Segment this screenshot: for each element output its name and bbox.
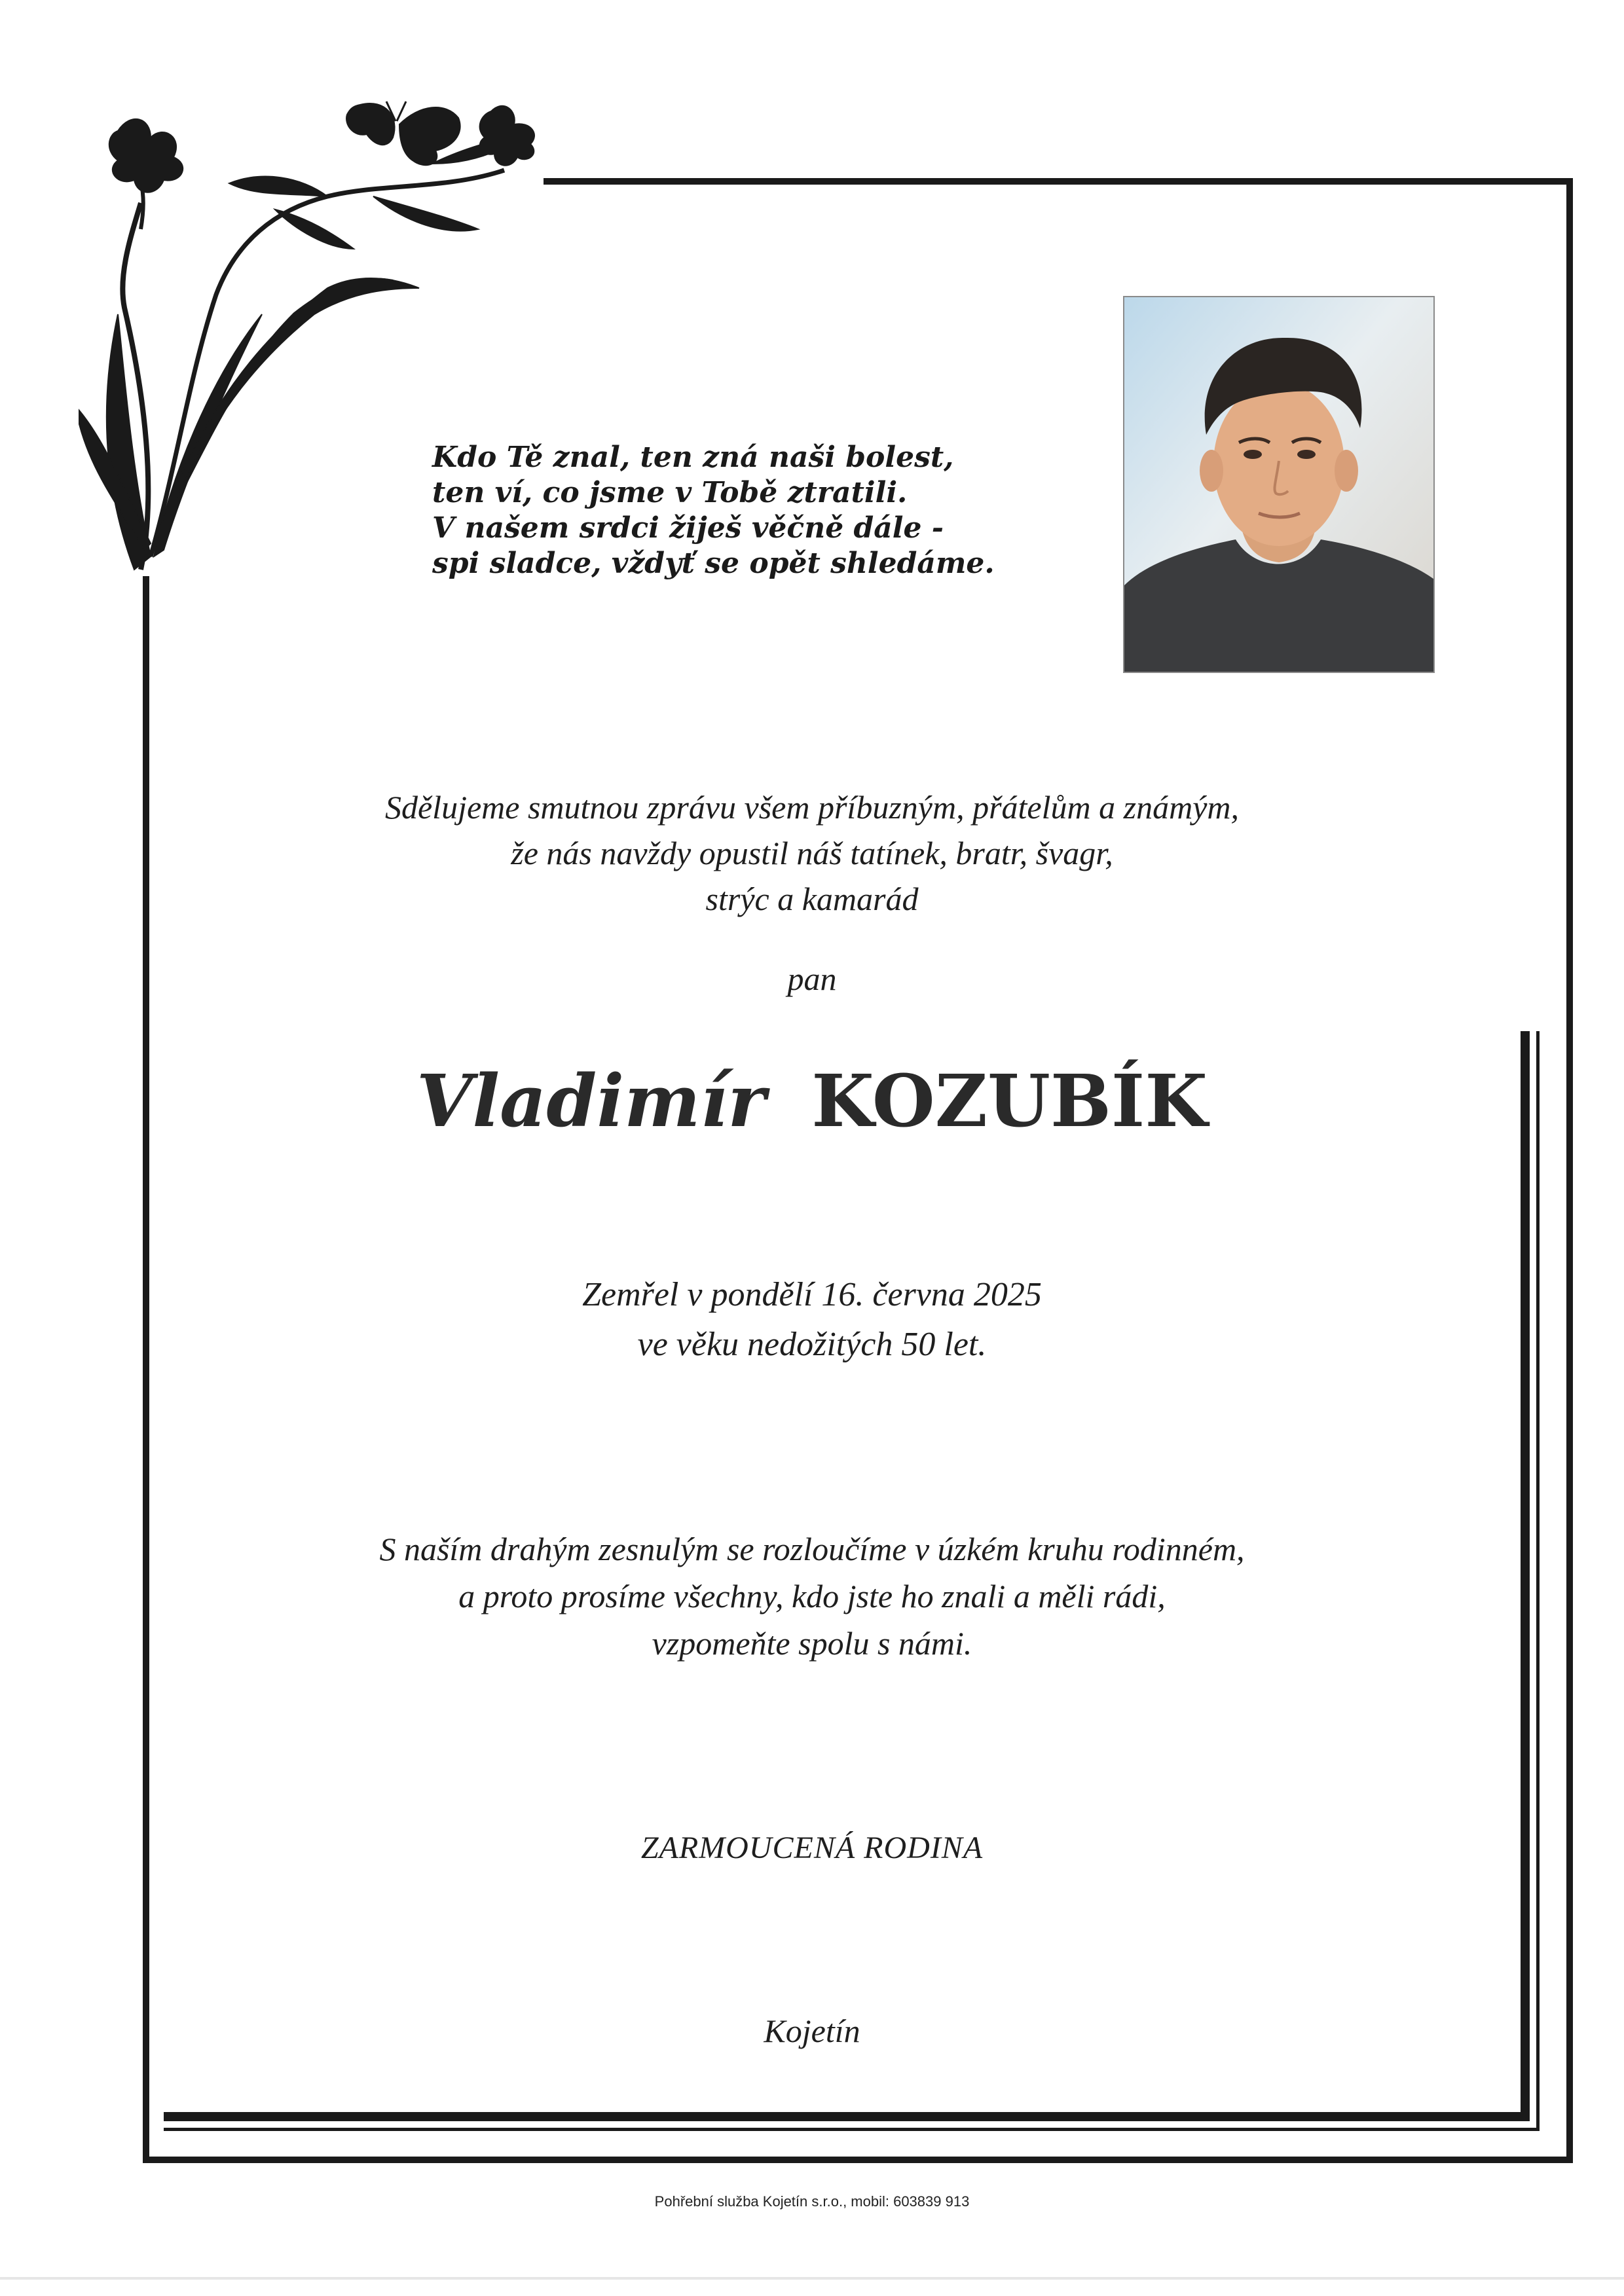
announcement-line-2: že nás navždy opustil náš tatínek, bratr, švagr, bbox=[511, 835, 1113, 871]
farewell-line-2: a proto prosíme všechny, kdo jste ho znali a měli rádi, bbox=[458, 1578, 1166, 1614]
family-signature: ZARMOUCENÁ RODINA bbox=[640, 1831, 984, 1865]
frame-top-line bbox=[544, 178, 1573, 185]
portrait-photo bbox=[1123, 296, 1435, 673]
funeral-service-footer: Pohřební služba Kojetín s.r.o., mobil: 603839 913 bbox=[654, 2193, 970, 2210]
death-date-line: Zemřel v pondělí 16. června 2025 bbox=[582, 1276, 1042, 1313]
place-name: Kojetín bbox=[764, 2013, 860, 2049]
death-age-line: ve věku nedožitých 50 let. bbox=[637, 1326, 987, 1363]
scan-edge-line bbox=[0, 2277, 1624, 2280]
farewell-line-3: vzpomeňte spolu s námi. bbox=[652, 1625, 972, 1662]
honorific: pan bbox=[787, 960, 837, 997]
deceased-first-name: Vladimír bbox=[416, 1059, 766, 1143]
announcement-text bbox=[0, 784, 1624, 922]
announcement-line-3: strýc a kamarád bbox=[705, 881, 919, 917]
frame-bottom-line bbox=[143, 2157, 1573, 2163]
memorial-verse bbox=[432, 440, 1022, 581]
verse-line-4: spi sladce, vždyť se opět shledáme. bbox=[432, 547, 995, 580]
verse-line-2: ten ví, co jsme v Tobě ztratili. bbox=[432, 476, 908, 509]
portrait-illustration bbox=[1124, 297, 1433, 672]
announcement-line-1: Sdělujeme smutnou zprávu všem příbuzným, přátelům a známým, bbox=[384, 789, 1239, 826]
inner-bottom-thin-line bbox=[164, 2128, 1540, 2131]
farewell-text bbox=[0, 1525, 1624, 1667]
farewell-line-1: S naším drahým zesnulým se rozloučíme v úzkém kruhu rodinném, bbox=[379, 1531, 1245, 1567]
verse-line-3: V našem srdci žiješ věčně dále - bbox=[432, 511, 944, 545]
deceased-last-name: KOZUBÍK bbox=[811, 1059, 1208, 1143]
verse-line-1: Kdo Tě znal, ten zná naši bolest, bbox=[432, 441, 954, 474]
deceased-name bbox=[0, 1055, 1624, 1147]
death-details bbox=[0, 1270, 1624, 1370]
inner-bottom-accent-line bbox=[164, 2112, 1530, 2121]
